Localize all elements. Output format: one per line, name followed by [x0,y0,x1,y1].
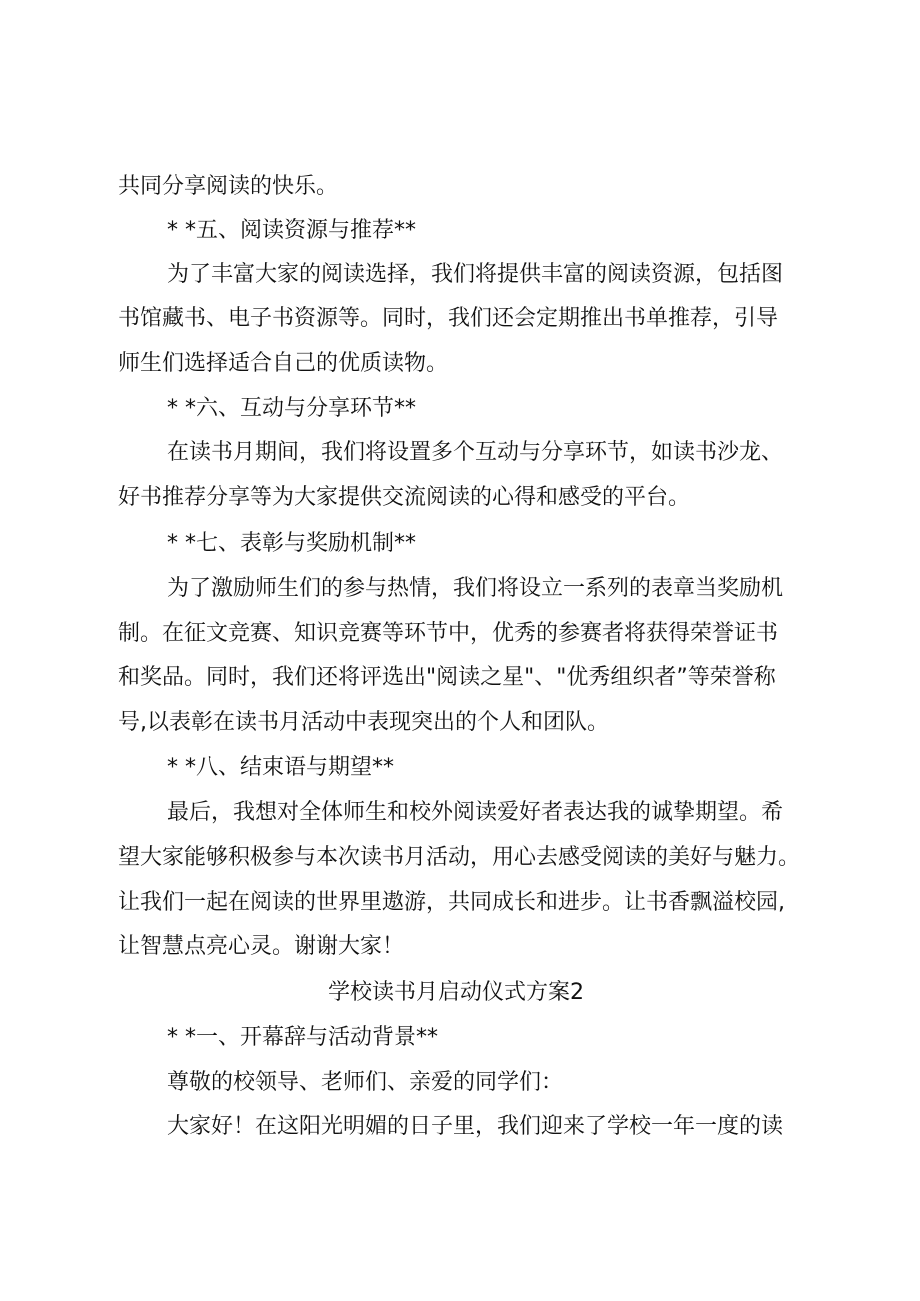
paragraph-line: 最后，我想对全体师生和校外阅读爱好者表达我的诚挚期望。希 [167,800,784,825]
paragraph-line: 在读书月期间，我们将设置多个互动与分享环节，如读书沙龙、 [167,440,784,465]
paragraph-line: 尊敬的校领导、老师们、亲爱的同学们： [167,1070,564,1095]
section-heading: * *一、开幕辞与活动背景** [167,1025,438,1050]
section-heading: * *六、互动与分享环节** [167,396,416,421]
paragraph-line: 书馆藏书、电子书资源等。同时，我们还会定期推出书单推荐，引导 [118,306,779,331]
paragraph-line: 为了激励师生们的参与热情，我们将设立一系列的表章当奖励机 [167,576,784,601]
paragraph-line: 好书推荐分享等为大家提供交流阅读的心得和感受的平台。 [118,485,691,510]
document-title: 学校读书月启动仪式方案2 [328,980,584,1005]
paragraph-line: 号,以表彰在读书月活动中表现突出的个人和团队。 [118,710,609,735]
paragraph-line: 制。在征文竞赛、知识竞赛等环节中，优秀的参赛者将获得荣誉证书 [118,621,779,646]
paragraph-line: 让智慧点亮心灵。谢谢大家！ [118,934,405,959]
paragraph-line: 共同分享阅读的快乐。 [118,174,339,199]
paragraph-line: 让我们一起在阅读的世界里遨游，共同成长和进步。让书香飘溢校园, [118,890,785,915]
paragraph-line: 大家好！在这阳光明媚的日子里，我们迎来了学校一年一度的读 [167,1114,784,1139]
paragraph-line: 师生们选择适合自己的优质读物。 [118,351,449,376]
section-heading: * *八、结束语与期望** [167,755,394,780]
section-heading: * *五、阅读资源与推荐** [167,218,416,243]
section-heading: * *七、表彰与奖励机制** [167,531,416,556]
paragraph-line: 为了丰富大家的阅读选择，我们将提供丰富的阅读资源，包括图 [167,262,784,287]
paragraph-line: 和奖品。同时，我们还将评选出"阅读之星"、"优秀组织者”等荣誉称 [118,665,776,690]
paragraph-line: 望大家能够积极参与本次读书月活动，用心去感受阅读的美好与魅力。 [118,845,801,870]
